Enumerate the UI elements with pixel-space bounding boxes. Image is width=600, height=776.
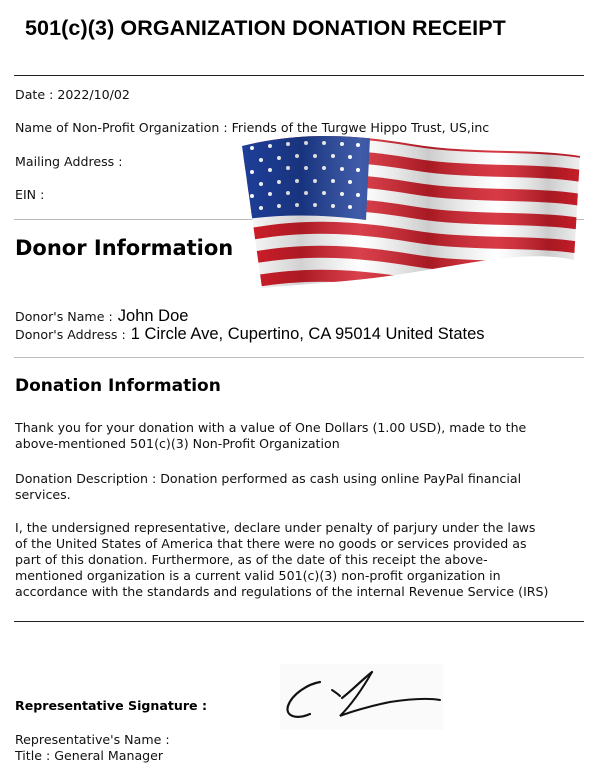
declaration-line: of the United States of America that there were no goods or services provided as	[15, 536, 527, 551]
donor-address-row	[15, 324, 485, 344]
declaration-line: part of this donation. Furthermore, as of the date of this receipt the above-	[15, 552, 488, 567]
representative-title-line: Title : General Manager	[15, 748, 164, 763]
declaration-line: I, the undersigned representative, declare under penalty of parjury under the laws	[15, 520, 536, 535]
mailing-address-line: Mailing Address :	[15, 154, 123, 169]
donor-heading: Donor Information	[15, 236, 234, 260]
thanks-line: Thank you for your donation with a value of One Dollars (1.00 USD), made to the	[15, 420, 527, 435]
date-line: Date : 2022/10/02	[15, 87, 130, 102]
donation-heading: Donation Information	[15, 376, 221, 396]
us-flag-icon	[240, 134, 582, 290]
ein-line: EIN :	[15, 187, 45, 202]
representative-name-line: Representative's Name :	[15, 732, 170, 747]
divider	[14, 621, 584, 622]
thanks-line: above-mentioned 501(c)(3) Non-Profit Organization	[15, 436, 340, 451]
donor-name-label: Donor's Name :	[15, 309, 113, 324]
receipt-title: 501(c)(3) ORGANIZATION DONATION RECEIPT	[25, 16, 506, 40]
org-name-line: Name of Non-Profit Organization : Friends of the Turgwe Hippo Trust, US,inc	[15, 120, 490, 135]
declaration-line: mentioned organization is a current valid 501(c)(3) non-profit organization in	[15, 568, 501, 583]
thanks-paragraph	[15, 420, 590, 452]
declaration-line: accordance with the standards and regulations of the internal Revenue Service (IRS)	[15, 584, 549, 599]
donor-address-value: 1 Circle Ave, Cupertino, CA 95014 United States	[130, 325, 485, 343]
description-line: Donation Description : Donation performed as cash using online PayPal financial	[15, 471, 522, 486]
declaration-paragraph	[15, 520, 590, 600]
donor-name-value: John Doe	[117, 307, 189, 325]
donor-name-row	[15, 306, 188, 326]
divider	[14, 75, 584, 76]
divider	[14, 357, 584, 358]
signature-label: Representative Signature :	[15, 698, 208, 713]
description-paragraph	[15, 471, 590, 503]
signature-image	[280, 664, 443, 730]
donor-address-label: Donor's Address :	[15, 327, 126, 342]
description-line: services.	[15, 487, 71, 502]
